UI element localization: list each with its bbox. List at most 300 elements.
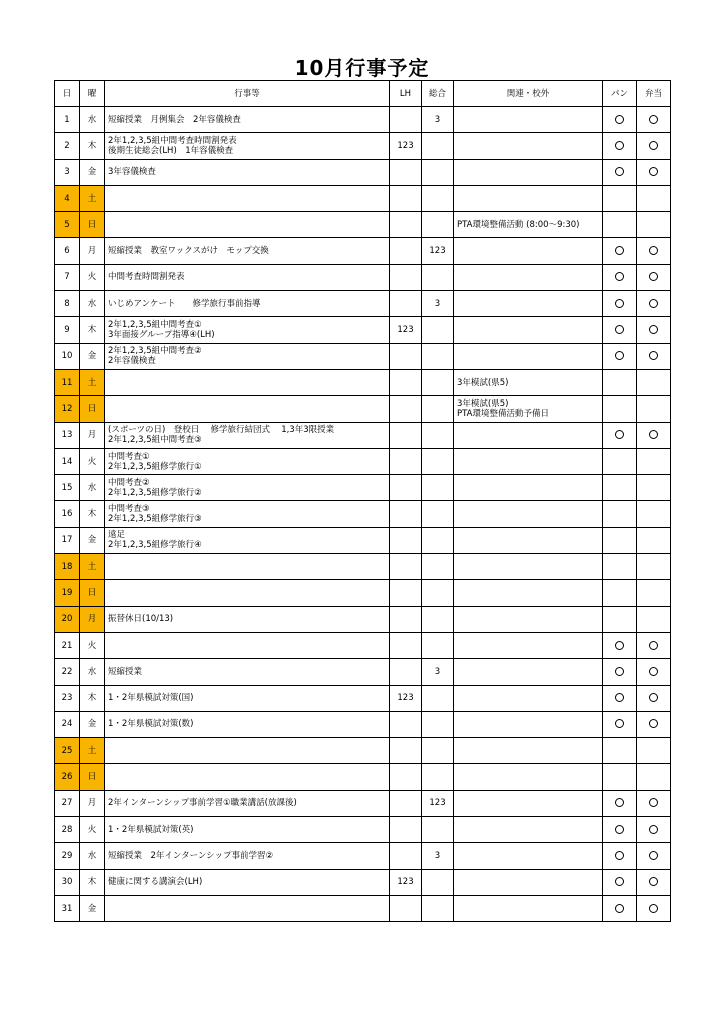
bento-cell	[637, 212, 671, 238]
weekday-cell: 木	[80, 317, 105, 343]
event-line: 2年1,2,3,5組修学旅行④	[108, 540, 202, 551]
sogo-cell	[422, 764, 454, 790]
event-line: 3年容儀検査	[108, 167, 156, 178]
bento-cell	[637, 711, 671, 737]
pan-cell	[603, 343, 637, 369]
day-cell: 26	[55, 764, 80, 790]
sogo-cell	[422, 580, 454, 606]
circle-mark-icon	[649, 667, 658, 676]
kanren-cell	[454, 212, 603, 238]
events-cell	[105, 291, 390, 317]
kanren-cell	[454, 738, 603, 764]
schedule-row	[55, 895, 671, 921]
weekday-cell: 金	[80, 527, 105, 553]
events-cell	[105, 107, 390, 133]
lh-cell	[390, 580, 422, 606]
page-title: 10月行事予定	[294, 56, 430, 80]
events-cell	[105, 343, 390, 369]
weekday-cell: 火	[80, 264, 105, 290]
lh-cell	[390, 159, 422, 185]
kanren-cell	[454, 869, 603, 895]
bento-cell	[637, 185, 671, 211]
pan-cell	[603, 711, 637, 737]
weekday-cell: 木	[80, 133, 105, 159]
pan-cell	[603, 212, 637, 238]
lh-cell	[390, 738, 422, 764]
sogo-cell	[422, 264, 454, 290]
day-cell: 6	[55, 238, 80, 264]
schedule-row	[55, 580, 671, 606]
sogo-cell: 123	[422, 238, 454, 264]
bento-cell	[637, 264, 671, 290]
schedule-row	[55, 632, 671, 658]
schedule-row	[55, 343, 671, 369]
event-line: 短縮授業 2年インターンシップ事前学習②	[108, 850, 274, 861]
weekday-cell: 金	[80, 711, 105, 737]
day-cell: 19	[55, 580, 80, 606]
event-line: 1・2年県模試対策(数)	[108, 719, 194, 730]
circle-mark-icon	[649, 641, 658, 650]
weekday-cell: 水	[80, 291, 105, 317]
day-cell: 5	[55, 212, 80, 238]
sogo-cell	[422, 343, 454, 369]
events-cell	[105, 869, 390, 895]
header-lh: LH	[390, 81, 422, 107]
event-line: 2年インターンシップ事前学習①職業講話(放課後)	[108, 798, 297, 809]
circle-mark-icon	[615, 141, 624, 150]
sogo-cell	[422, 711, 454, 737]
weekday-cell: 金	[80, 895, 105, 921]
schedule-row	[55, 817, 671, 843]
events-cell	[105, 448, 390, 474]
weekday-cell: 木	[80, 869, 105, 895]
event-line: 後期生徒総会(LH) 1年容儀検査	[108, 145, 234, 156]
weekday-cell: 水	[80, 475, 105, 501]
header-sogo: 総合	[422, 81, 454, 107]
bento-cell	[637, 659, 671, 685]
circle-mark-icon	[615, 430, 624, 439]
schedule-row	[55, 606, 671, 632]
lh-cell	[390, 527, 422, 553]
day-cell: 15	[55, 475, 80, 501]
sogo-cell: 3	[422, 843, 454, 869]
circle-mark-icon	[649, 851, 658, 860]
sogo-cell	[422, 817, 454, 843]
weekday-cell: 火	[80, 817, 105, 843]
schedule-body	[55, 107, 671, 922]
schedule-row	[55, 448, 671, 474]
sogo-cell	[422, 369, 454, 395]
sogo-cell	[422, 475, 454, 501]
pan-cell	[603, 159, 637, 185]
sogo-cell	[422, 422, 454, 448]
header-weekday: 曜	[80, 81, 105, 107]
events-cell	[105, 895, 390, 921]
sogo-cell: 123	[422, 790, 454, 816]
circle-mark-icon	[649, 246, 658, 255]
bento-cell	[637, 291, 671, 317]
bento-cell	[637, 790, 671, 816]
bento-cell	[637, 133, 671, 159]
lh-cell	[390, 212, 422, 238]
weekday-cell: 日	[80, 764, 105, 790]
event-line: 2年容儀検査	[108, 356, 156, 367]
kanren-cell	[454, 817, 603, 843]
day-cell: 27	[55, 790, 80, 816]
pan-cell	[603, 448, 637, 474]
bento-cell	[637, 317, 671, 343]
day-cell: 2	[55, 133, 80, 159]
day-cell: 21	[55, 632, 80, 658]
lh-cell	[390, 422, 422, 448]
schedule-row	[55, 790, 671, 816]
bento-cell	[637, 580, 671, 606]
schedule-row	[55, 869, 671, 895]
pan-cell	[603, 185, 637, 211]
lh-cell	[390, 843, 422, 869]
kanren-cell	[454, 895, 603, 921]
pan-cell	[603, 843, 637, 869]
weekday-cell: 月	[80, 606, 105, 632]
circle-mark-icon	[649, 798, 658, 807]
kanren-cell	[454, 133, 603, 159]
day-cell: 3	[55, 159, 80, 185]
event-line: 2年1,2,3,5組修学旅行③	[108, 514, 202, 525]
event-line: 1・2年県模試対策(英)	[108, 824, 194, 835]
kanren-cell	[454, 238, 603, 264]
bento-cell	[637, 475, 671, 501]
bento-cell	[637, 238, 671, 264]
circle-mark-icon	[649, 115, 658, 124]
lh-cell	[390, 291, 422, 317]
pan-cell	[603, 554, 637, 580]
bento-cell	[637, 869, 671, 895]
bento-cell	[637, 895, 671, 921]
day-cell: 24	[55, 711, 80, 737]
pan-cell	[603, 475, 637, 501]
circle-mark-icon	[615, 904, 624, 913]
event-line: 2年1,2,3,5組修学旅行②	[108, 487, 202, 498]
kanren-cell	[454, 159, 603, 185]
events-cell	[105, 264, 390, 290]
bento-cell	[637, 685, 671, 711]
events-cell	[105, 554, 390, 580]
event-line: 振替休日(10/13)	[108, 614, 174, 625]
schedule-row	[55, 159, 671, 185]
lh-cell	[390, 711, 422, 737]
weekday-cell: 日	[80, 396, 105, 422]
schedule-row	[55, 501, 671, 527]
day-cell: 12	[55, 396, 80, 422]
lh-cell	[390, 659, 422, 685]
pan-cell	[603, 317, 637, 343]
pan-cell	[603, 606, 637, 632]
pan-cell	[603, 133, 637, 159]
pan-cell	[603, 895, 637, 921]
sogo-cell	[422, 895, 454, 921]
lh-cell	[390, 632, 422, 658]
lh-cell	[390, 817, 422, 843]
header-bento: 弁当	[637, 81, 671, 107]
circle-mark-icon	[649, 719, 658, 728]
circle-mark-icon	[615, 798, 624, 807]
schedule-row	[55, 185, 671, 211]
kanren-cell	[454, 369, 603, 395]
pan-cell	[603, 369, 637, 395]
day-cell: 20	[55, 606, 80, 632]
weekday-cell: 火	[80, 632, 105, 658]
circle-mark-icon	[649, 141, 658, 150]
lh-cell	[390, 369, 422, 395]
schedule-row	[55, 317, 671, 343]
kanren-cell	[454, 632, 603, 658]
header-events: 行事等	[105, 81, 390, 107]
events-cell	[105, 632, 390, 658]
pan-cell	[603, 817, 637, 843]
events-cell	[105, 817, 390, 843]
event-line: 2年1,2,3,5組中間考査③	[108, 435, 202, 446]
day-cell: 9	[55, 317, 80, 343]
pan-cell	[603, 764, 637, 790]
circle-mark-icon	[649, 351, 658, 360]
circle-mark-icon	[615, 351, 624, 360]
event-line: 2年1,2,3,5組中間考査②	[108, 346, 202, 357]
sogo-cell	[422, 685, 454, 711]
sogo-cell	[422, 501, 454, 527]
header-kanren: 関連・校外	[454, 81, 603, 107]
schedule-row	[55, 264, 671, 290]
day-cell: 10	[55, 343, 80, 369]
events-cell	[105, 685, 390, 711]
schedule-row	[55, 527, 671, 553]
event-line: 短縮授業 月例集会 2年容儀検査	[108, 114, 241, 125]
circle-mark-icon	[649, 693, 658, 702]
weekday-cell: 土	[80, 554, 105, 580]
events-cell	[105, 501, 390, 527]
day-cell: 29	[55, 843, 80, 869]
events-cell	[105, 159, 390, 185]
lh-cell	[390, 448, 422, 474]
pan-cell	[603, 291, 637, 317]
event-line: 健康に関する講演会(LH)	[108, 877, 203, 888]
circle-mark-icon	[649, 299, 658, 308]
schedule-row	[55, 369, 671, 395]
circle-mark-icon	[649, 272, 658, 281]
lh-cell	[390, 475, 422, 501]
kanren-cell	[454, 501, 603, 527]
schedule-row	[55, 422, 671, 448]
kanren-cell	[454, 422, 603, 448]
bento-cell	[637, 606, 671, 632]
lh-cell	[390, 185, 422, 211]
circle-mark-icon	[649, 167, 658, 176]
events-cell	[105, 790, 390, 816]
circle-mark-icon	[615, 667, 624, 676]
event-line: 短縮授業	[108, 666, 143, 677]
sogo-cell	[422, 317, 454, 343]
events-cell	[105, 422, 390, 448]
events-cell	[105, 212, 390, 238]
circle-mark-icon	[649, 825, 658, 834]
event-line: 中間考査③	[108, 504, 150, 515]
bento-cell	[637, 632, 671, 658]
bento-cell	[637, 817, 671, 843]
bento-cell	[637, 764, 671, 790]
circle-mark-icon	[649, 325, 658, 334]
sogo-cell: 3	[422, 107, 454, 133]
kanren-cell	[454, 580, 603, 606]
sogo-cell	[422, 133, 454, 159]
day-cell: 7	[55, 264, 80, 290]
day-cell: 23	[55, 685, 80, 711]
kanren-cell	[454, 185, 603, 211]
kanren-line: PTA環境整備活動予備日	[457, 408, 549, 419]
kanren-line: 3年模試(県5)	[457, 398, 509, 409]
schedule-row	[55, 133, 671, 159]
events-cell	[105, 606, 390, 632]
day-cell: 31	[55, 895, 80, 921]
bento-cell	[637, 843, 671, 869]
events-cell	[105, 527, 390, 553]
day-cell: 16	[55, 501, 80, 527]
bento-cell	[637, 527, 671, 553]
weekday-cell: 木	[80, 501, 105, 527]
pan-cell	[603, 869, 637, 895]
schedule-row	[55, 764, 671, 790]
kanren-cell	[454, 764, 603, 790]
kanren-cell	[454, 317, 603, 343]
day-cell: 17	[55, 527, 80, 553]
day-cell: 30	[55, 869, 80, 895]
events-cell	[105, 369, 390, 395]
events-cell	[105, 711, 390, 737]
schedule-row	[55, 475, 671, 501]
kanren-cell	[454, 711, 603, 737]
weekday-cell: 火	[80, 448, 105, 474]
circle-mark-icon	[649, 904, 658, 913]
weekday-cell: 土	[80, 369, 105, 395]
kanren-cell	[454, 527, 603, 553]
weekday-cell: 日	[80, 580, 105, 606]
bento-cell	[637, 738, 671, 764]
schedule-row	[55, 843, 671, 869]
schedule-row	[55, 554, 671, 580]
sogo-cell	[422, 448, 454, 474]
bento-cell	[637, 396, 671, 422]
event-line: 2年1,2,3,5組中間考査①	[108, 320, 202, 331]
weekday-cell: 土	[80, 738, 105, 764]
sogo-cell	[422, 396, 454, 422]
lh-cell	[390, 606, 422, 632]
lh-cell	[390, 501, 422, 527]
sogo-cell	[422, 606, 454, 632]
lh-cell: 123	[390, 317, 422, 343]
weekday-cell: 土	[80, 185, 105, 211]
sogo-cell	[422, 212, 454, 238]
circle-mark-icon	[615, 877, 624, 886]
sogo-cell	[422, 554, 454, 580]
day-cell: 4	[55, 185, 80, 211]
lh-cell: 123	[390, 685, 422, 711]
kanren-cell	[454, 554, 603, 580]
sogo-cell	[422, 159, 454, 185]
events-cell	[105, 764, 390, 790]
circle-mark-icon	[649, 430, 658, 439]
bento-cell	[637, 107, 671, 133]
schedule-row	[55, 238, 671, 264]
bento-cell	[637, 422, 671, 448]
day-cell: 13	[55, 422, 80, 448]
day-cell: 18	[55, 554, 80, 580]
event-line: 遠足	[108, 530, 126, 541]
circle-mark-icon	[615, 325, 624, 334]
pan-cell	[603, 264, 637, 290]
day-cell: 28	[55, 817, 80, 843]
lh-cell	[390, 343, 422, 369]
event-line: 中間考査①	[108, 451, 150, 462]
weekday-cell: 木	[80, 685, 105, 711]
circle-mark-icon	[615, 851, 624, 860]
lh-cell	[390, 396, 422, 422]
kanren-cell	[454, 659, 603, 685]
kanren-cell	[454, 790, 603, 816]
event-line: 2年1,2,3,5組修学旅行①	[108, 461, 202, 472]
lh-cell: 123	[390, 869, 422, 895]
weekday-cell: 金	[80, 159, 105, 185]
event-line: 中間考査時間割発表	[108, 272, 185, 283]
weekday-cell: 水	[80, 843, 105, 869]
events-cell	[105, 475, 390, 501]
schedule-row	[55, 738, 671, 764]
circle-mark-icon	[615, 115, 624, 124]
events-cell	[105, 396, 390, 422]
events-cell	[105, 659, 390, 685]
pan-cell	[603, 685, 637, 711]
event-line: (スポーツの日) 登校日 修学旅行結団式 1,3年3限授業	[108, 425, 335, 436]
pan-cell	[603, 738, 637, 764]
schedule-table	[54, 80, 671, 922]
kanren-cell	[454, 685, 603, 711]
bento-cell	[637, 159, 671, 185]
kanren-cell	[454, 264, 603, 290]
weekday-cell: 金	[80, 343, 105, 369]
lh-cell	[390, 238, 422, 264]
event-line: 3年面接グループ指導④(LH)	[108, 330, 215, 341]
events-cell	[105, 238, 390, 264]
pan-cell	[603, 659, 637, 685]
schedule-row	[55, 685, 671, 711]
header-row	[55, 81, 671, 107]
bento-cell	[637, 448, 671, 474]
pan-cell	[603, 107, 637, 133]
events-cell	[105, 133, 390, 159]
kanren-cell	[454, 475, 603, 501]
pan-cell	[603, 501, 637, 527]
kanren-cell	[454, 448, 603, 474]
pan-cell	[603, 238, 637, 264]
kanren-line: 3年模試(県5)	[457, 377, 509, 388]
kanren-cell	[454, 396, 603, 422]
day-cell: 22	[55, 659, 80, 685]
events-cell	[105, 580, 390, 606]
pan-cell	[603, 527, 637, 553]
circle-mark-icon	[615, 719, 624, 728]
sogo-cell	[422, 738, 454, 764]
schedule-row	[55, 396, 671, 422]
kanren-cell	[454, 843, 603, 869]
circle-mark-icon	[615, 693, 624, 702]
schedule-row	[55, 711, 671, 737]
